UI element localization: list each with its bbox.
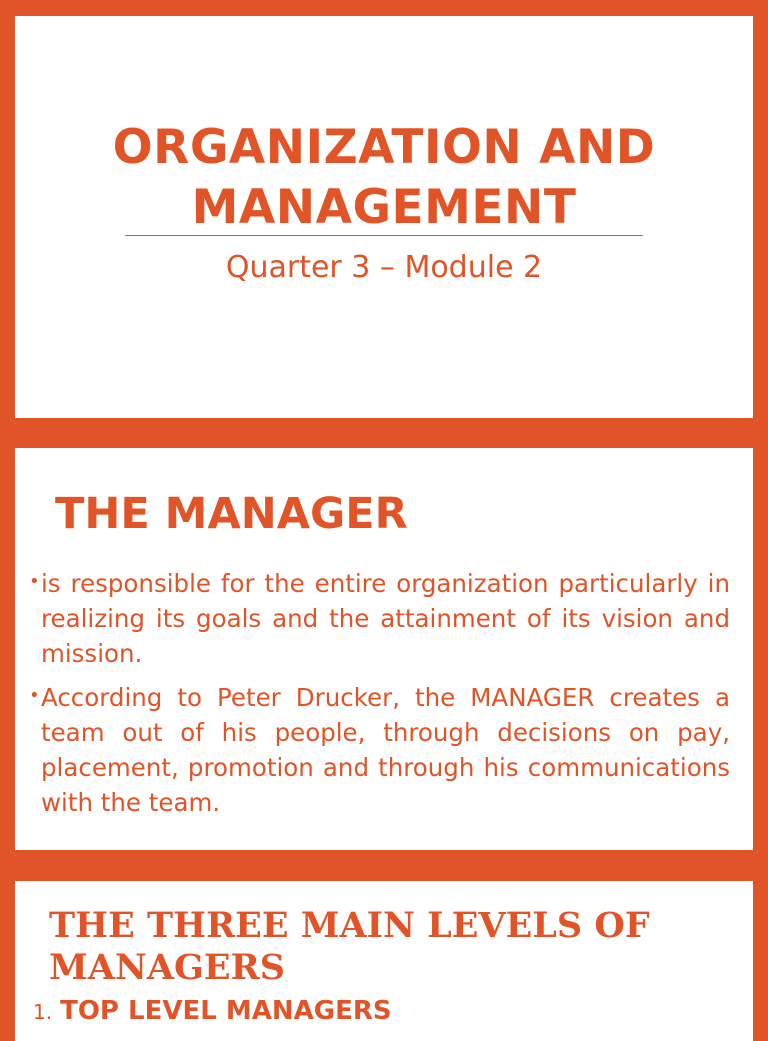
levels-slide <box>15 881 753 1041</box>
bullet-list <box>29 566 730 829</box>
list-number: 1. <box>33 1000 53 1024</box>
bullet-item <box>29 680 730 820</box>
slide-title <box>15 118 753 238</box>
levels-list <box>33 993 392 1030</box>
title-slide <box>15 16 753 418</box>
slide-title-line-2: MANAGEMENT <box>191 180 577 235</box>
slide-heading: THE MANAGER <box>55 489 408 539</box>
slide-subtitle: Quarter 3 – Module 2 <box>225 250 543 285</box>
bullet-item <box>29 566 730 671</box>
slide-heading: THE THREE MAIN LEVELS OF MANAGERS <box>49 905 650 988</box>
bullet-text: is responsible for the entire organization particularly in realizing its goals and the attainment of its vision and mission. <box>41 569 730 668</box>
slide-title-line-1: ORGANIZATION AND <box>112 120 656 175</box>
bullet-icon: • <box>29 685 40 706</box>
bullet-icon: • <box>29 571 40 592</box>
list-item <box>33 993 392 1030</box>
bullet-text: According to Peter Drucker, the MANAGER creates a team out of his people, through decisions on pay, placement, promotion and through his communications with the team. <box>41 683 730 817</box>
manager-slide <box>15 448 753 850</box>
title-divider <box>125 235 643 236</box>
list-item-label: TOP LEVEL MANAGERS <box>60 996 392 1026</box>
